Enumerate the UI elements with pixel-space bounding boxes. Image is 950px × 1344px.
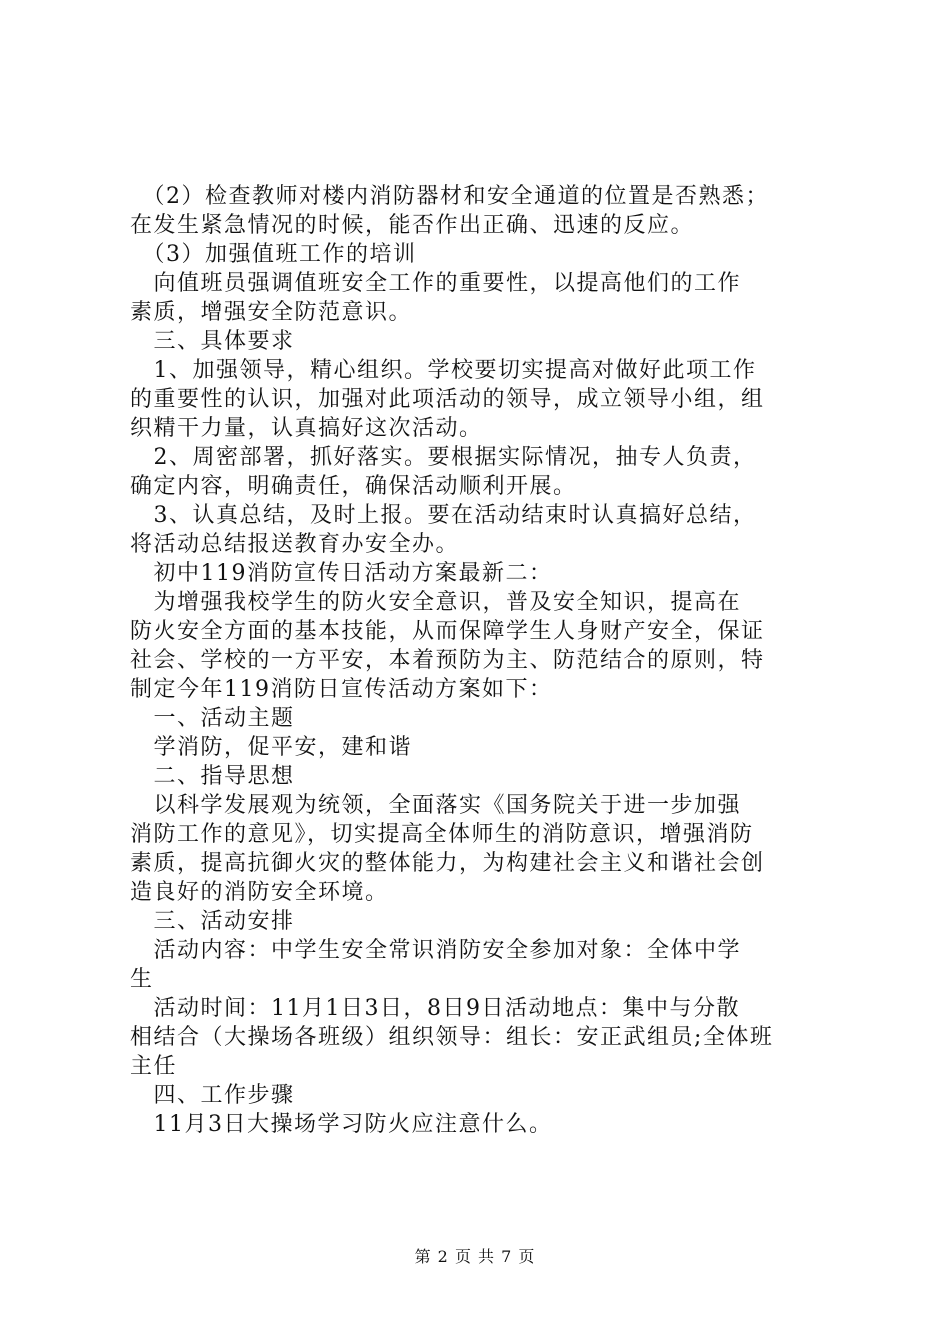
text-line: 向值班员强调值班安全工作的重要性，以提高他们的工作: [130, 271, 742, 296]
text-line: 以科学发展观为统领，全面落实《国务院关于进一步加强: [130, 793, 742, 818]
text-line: 织精干力量，认真搞好这次活动。: [130, 416, 483, 441]
text-line: 社会、学校的一方平安，本着预防为主、防范结合的原则，特: [130, 648, 765, 673]
text-line: 造良好的消防安全环境。: [130, 880, 389, 905]
text-line: 三、活动安排: [130, 909, 295, 934]
text-line: 三、具体要求: [130, 329, 295, 354]
text-line: 在发生紧急情况的时候，能否作出正确、迅速的反应。: [130, 213, 695, 238]
text-line: 初中119消防宣传日活动方案最新二：: [130, 561, 553, 586]
text-line: 学消防，促平安，建和谐: [130, 735, 413, 760]
text-line: 一、活动主题: [130, 706, 295, 731]
text-line: 防火安全方面的基本技能，从而保障学生人身财产安全，保证: [130, 619, 765, 644]
text-line: 主任: [130, 1054, 178, 1079]
text-line: 二、指导思想: [130, 764, 295, 789]
text-line: 相结合（大操场各班级）组织领导：组长：安正武组员;全体班: [130, 1025, 774, 1050]
text-line: 2、周密部署，抓好落实。要根据实际情况，抽专人负责，: [130, 445, 757, 470]
text-line: 的重要性的认识，加强对此项活动的领导，成立领导小组，组: [130, 387, 765, 412]
text-line: 1、加强领导，精心组织。学校要切实提高对做好此项工作: [130, 358, 757, 383]
text-line: 消防工作的意见》，切实提高全体师生的消防意识，增强消防: [130, 822, 754, 847]
text-line: 为增强我校学生的防火安全意识，普及安全知识，提高在: [130, 590, 742, 615]
text-line: （3）加强值班工作的培训: [130, 242, 417, 267]
text-line: 生: [130, 967, 154, 992]
text-line: 将活动总结报送教育办安全办。: [130, 532, 460, 557]
page-number-footer: 第 2 页 共 7 页: [414, 1247, 536, 1266]
text-line: 活动时间：11月1日3日，8日9日活动地点：集中与分散: [130, 996, 740, 1021]
text-line: 11月3日大操场学习防火应注意什么。: [130, 1112, 553, 1137]
text-line: （2）检查教师对楼内消防器材和安全通道的位置是否熟悉；: [130, 184, 769, 209]
text-line: 制定今年119消防日宣传活动方案如下：: [130, 677, 553, 702]
text-line: 活动内容：中学生安全常识消防安全参加对象：全体中学: [130, 938, 742, 963]
text-line: 四、工作步骤: [130, 1083, 295, 1108]
text-line: 3、认真总结，及时上报。要在活动结束时认真搞好总结，: [130, 503, 757, 528]
text-line: 素质，提高抗御火灾的整体能力，为构建社会主义和谐社会创: [130, 851, 765, 876]
text-line: 确定内容，明确责任，确保活动顺利开展。: [130, 474, 577, 499]
text-line: 素质，增强安全防范意识。: [130, 300, 413, 325]
